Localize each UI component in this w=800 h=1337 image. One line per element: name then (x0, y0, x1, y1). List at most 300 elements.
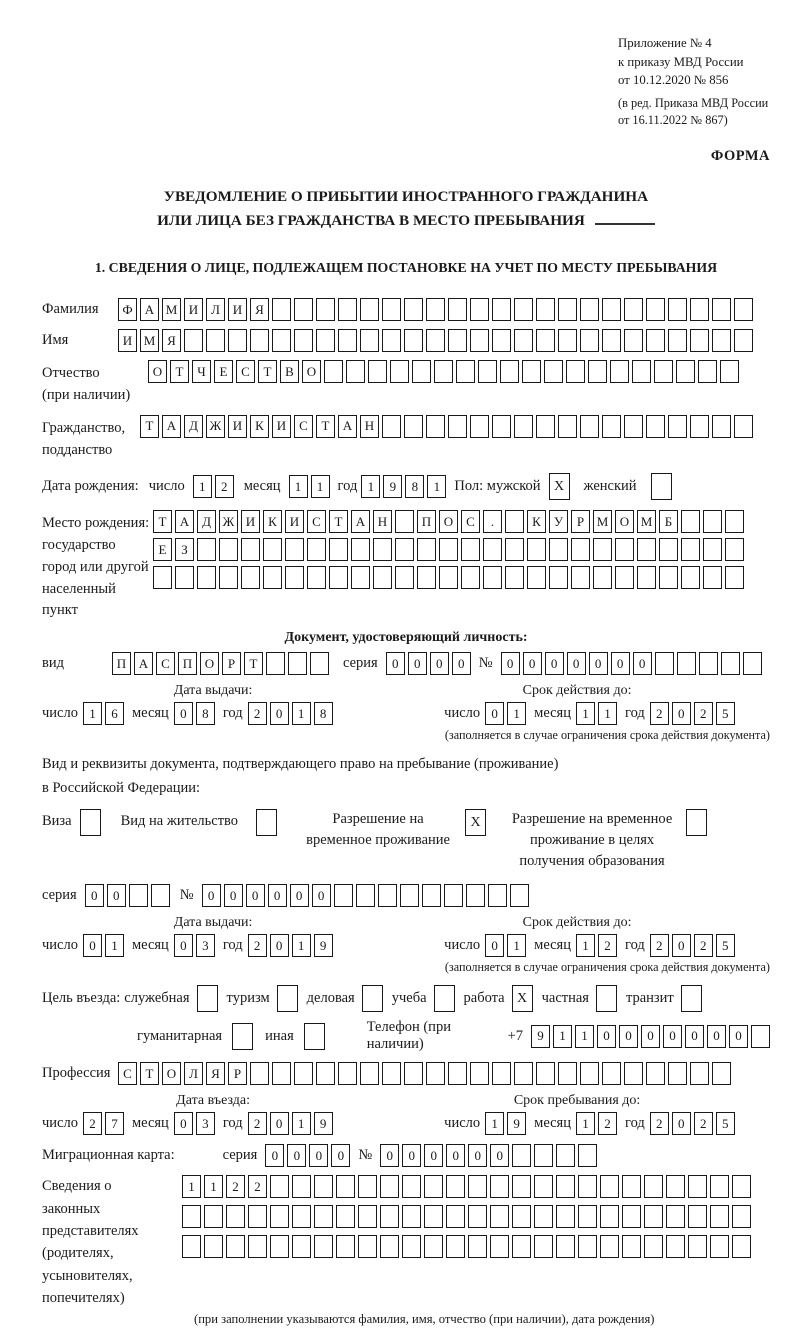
char-cell[interactable] (534, 1175, 553, 1198)
char-cell[interactable]: 2 (650, 702, 669, 725)
char-cell[interactable] (492, 415, 511, 438)
residence-series-input[interactable] (85, 884, 170, 907)
char-cell[interactable]: 0 (424, 1144, 443, 1167)
char-cell[interactable] (270, 1235, 289, 1258)
char-cell[interactable]: 0 (265, 1144, 284, 1167)
char-cell[interactable] (688, 1235, 707, 1258)
char-cell[interactable] (514, 1062, 533, 1085)
char-cell[interactable]: 0 (174, 702, 193, 725)
char-cell[interactable] (373, 566, 392, 589)
char-cell[interactable]: 2 (598, 934, 617, 957)
char-cell[interactable] (360, 1062, 379, 1085)
char-cell[interactable]: 1 (485, 1112, 504, 1135)
char-cell[interactable]: 2 (598, 1112, 617, 1135)
char-cell[interactable]: 1 (105, 934, 124, 957)
char-cell[interactable]: 0 (386, 652, 405, 675)
char-cell[interactable] (206, 329, 225, 352)
char-cell[interactable] (336, 1205, 355, 1228)
char-cell[interactable]: 7 (105, 1112, 124, 1135)
char-cell[interactable] (698, 360, 717, 383)
char-cell[interactable] (356, 884, 375, 907)
residence-expiry-month-input[interactable] (576, 934, 617, 957)
char-cell[interactable] (404, 329, 423, 352)
char-cell[interactable] (324, 360, 343, 383)
char-cell[interactable]: 0 (485, 934, 504, 957)
char-cell[interactable]: Б (659, 510, 678, 533)
char-cell[interactable] (310, 652, 329, 675)
char-cell[interactable] (314, 1205, 333, 1228)
char-cell[interactable]: Т (170, 360, 189, 383)
char-cell[interactable] (402, 1175, 421, 1198)
char-cell[interactable] (725, 538, 744, 561)
char-cell[interactable] (624, 298, 643, 321)
char-cell[interactable] (622, 1205, 641, 1228)
char-cell[interactable] (402, 1235, 421, 1258)
char-cell[interactable] (734, 415, 753, 438)
char-cell[interactable] (514, 415, 533, 438)
temp-residence-education-checkbox[interactable] (686, 809, 707, 836)
char-cell[interactable] (422, 884, 441, 907)
char-cell[interactable] (549, 566, 568, 589)
char-cell[interactable]: Л (206, 298, 225, 321)
residence-permit-checkbox[interactable] (256, 809, 277, 836)
birth-month-input[interactable] (289, 475, 330, 498)
char-cell[interactable]: 1 (193, 475, 212, 498)
char-cell[interactable] (272, 1062, 291, 1085)
char-cell[interactable]: Я (206, 1062, 225, 1085)
char-cell[interactable]: 0 (611, 652, 630, 675)
char-cell[interactable]: 2 (694, 702, 713, 725)
citizenship-input[interactable] (140, 415, 753, 438)
char-cell[interactable]: И (184, 298, 203, 321)
char-cell[interactable] (314, 1175, 333, 1198)
char-cell[interactable] (580, 298, 599, 321)
char-cell[interactable] (734, 329, 753, 352)
doc-series-input[interactable] (386, 652, 471, 675)
char-cell[interactable]: О (148, 360, 167, 383)
char-cell[interactable]: 1 (182, 1175, 201, 1198)
char-cell[interactable] (316, 1062, 335, 1085)
char-cell[interactable] (448, 329, 467, 352)
char-cell[interactable]: 0 (312, 884, 331, 907)
char-cell[interactable] (294, 329, 313, 352)
char-cell[interactable]: 1 (292, 1112, 311, 1135)
char-cell[interactable] (351, 566, 370, 589)
char-cell[interactable] (380, 1175, 399, 1198)
representatives-line3-input[interactable] (182, 1235, 751, 1258)
char-cell[interactable]: 2 (226, 1175, 245, 1198)
char-cell[interactable] (336, 1235, 355, 1258)
profession-input[interactable] (118, 1062, 731, 1085)
issue-year-input[interactable] (248, 702, 333, 725)
char-cell[interactable]: 1 (507, 934, 526, 957)
char-cell[interactable] (444, 884, 463, 907)
char-cell[interactable]: Я (162, 329, 181, 352)
char-cell[interactable] (292, 1175, 311, 1198)
char-cell[interactable] (690, 415, 709, 438)
char-cell[interactable] (219, 566, 238, 589)
stay-day-input[interactable] (485, 1112, 526, 1135)
char-cell[interactable]: О (200, 652, 219, 675)
char-cell[interactable] (751, 1025, 770, 1048)
char-cell[interactable] (600, 1175, 619, 1198)
char-cell[interactable] (534, 1235, 553, 1258)
issue-month-input[interactable] (174, 702, 215, 725)
issue-day-input[interactable] (83, 702, 124, 725)
char-cell[interactable] (602, 298, 621, 321)
char-cell[interactable] (644, 1205, 663, 1228)
char-cell[interactable]: Д (184, 415, 203, 438)
char-cell[interactable] (556, 1205, 575, 1228)
char-cell[interactable] (382, 298, 401, 321)
char-cell[interactable]: 0 (485, 702, 504, 725)
purpose-study-checkbox[interactable] (434, 985, 455, 1012)
char-cell[interactable]: 6 (105, 702, 124, 725)
purpose-official-checkbox[interactable] (197, 985, 218, 1012)
char-cell[interactable] (688, 1175, 707, 1198)
char-cell[interactable] (382, 415, 401, 438)
char-cell[interactable]: Ф (118, 298, 137, 321)
char-cell[interactable] (646, 1062, 665, 1085)
char-cell[interactable] (536, 1062, 555, 1085)
doc-type-input[interactable] (112, 652, 329, 675)
char-cell[interactable]: 3 (196, 1112, 215, 1135)
char-cell[interactable]: О (439, 510, 458, 533)
char-cell[interactable]: 1 (553, 1025, 572, 1048)
char-cell[interactable] (514, 329, 533, 352)
migration-number-input[interactable] (380, 1144, 597, 1167)
char-cell[interactable]: 0 (446, 1144, 465, 1167)
char-cell[interactable] (417, 538, 436, 561)
representatives-line2-input[interactable] (182, 1205, 751, 1228)
char-cell[interactable] (456, 360, 475, 383)
char-cell[interactable]: 0 (468, 1144, 487, 1167)
char-cell[interactable] (666, 1175, 685, 1198)
char-cell[interactable] (204, 1205, 223, 1228)
char-cell[interactable] (580, 1062, 599, 1085)
char-cell[interactable] (558, 298, 577, 321)
char-cell[interactable] (380, 1205, 399, 1228)
char-cell[interactable] (402, 1205, 421, 1228)
char-cell[interactable]: 9 (507, 1112, 526, 1135)
char-cell[interactable]: 9 (314, 934, 333, 957)
char-cell[interactable] (505, 566, 524, 589)
char-cell[interactable]: 0 (633, 652, 652, 675)
char-cell[interactable]: О (302, 360, 321, 383)
char-cell[interactable] (204, 1235, 223, 1258)
expiry-year-input[interactable] (650, 702, 735, 725)
char-cell[interactable] (292, 1205, 311, 1228)
char-cell[interactable] (182, 1235, 201, 1258)
char-cell[interactable] (666, 1235, 685, 1258)
char-cell[interactable] (360, 298, 379, 321)
char-cell[interactable]: 0 (545, 652, 564, 675)
char-cell[interactable] (690, 298, 709, 321)
char-cell[interactable] (512, 1144, 531, 1167)
char-cell[interactable] (292, 1235, 311, 1258)
char-cell[interactable] (241, 566, 260, 589)
char-cell[interactable] (483, 538, 502, 561)
char-cell[interactable]: 0 (246, 884, 265, 907)
char-cell[interactable] (492, 329, 511, 352)
char-cell[interactable]: 2 (694, 934, 713, 957)
char-cell[interactable] (314, 1235, 333, 1258)
char-cell[interactable] (668, 329, 687, 352)
char-cell[interactable] (677, 652, 696, 675)
char-cell[interactable] (175, 566, 194, 589)
char-cell[interactable] (668, 415, 687, 438)
char-cell[interactable] (725, 566, 744, 589)
purpose-humanitarian-checkbox[interactable] (232, 1023, 253, 1050)
char-cell[interactable] (228, 329, 247, 352)
char-cell[interactable] (549, 538, 568, 561)
char-cell[interactable] (734, 298, 753, 321)
char-cell[interactable] (248, 1205, 267, 1228)
char-cell[interactable]: 0 (270, 1112, 289, 1135)
char-cell[interactable] (368, 360, 387, 383)
char-cell[interactable] (593, 538, 612, 561)
char-cell[interactable] (351, 538, 370, 561)
surname-input[interactable] (118, 298, 753, 321)
name-input[interactable] (118, 329, 753, 352)
char-cell[interactable] (505, 538, 524, 561)
char-cell[interactable] (448, 1062, 467, 1085)
char-cell[interactable]: В (280, 360, 299, 383)
char-cell[interactable]: Ж (219, 510, 238, 533)
char-cell[interactable] (712, 329, 731, 352)
char-cell[interactable] (743, 652, 762, 675)
char-cell[interactable]: 0 (290, 884, 309, 907)
char-cell[interactable] (439, 566, 458, 589)
char-cell[interactable] (338, 1062, 357, 1085)
char-cell[interactable] (725, 510, 744, 533)
char-cell[interactable]: М (140, 329, 159, 352)
residence-expiry-day-input[interactable] (485, 934, 526, 957)
char-cell[interactable] (182, 1205, 201, 1228)
sex-male-checkbox[interactable]: X (549, 473, 570, 500)
char-cell[interactable]: Л (184, 1062, 203, 1085)
char-cell[interactable]: С (156, 652, 175, 675)
char-cell[interactable]: М (593, 510, 612, 533)
char-cell[interactable] (558, 415, 577, 438)
char-cell[interactable]: 9 (531, 1025, 550, 1048)
char-cell[interactable]: 0 (107, 884, 126, 907)
char-cell[interactable]: 0 (663, 1025, 682, 1048)
char-cell[interactable]: 2 (694, 1112, 713, 1135)
char-cell[interactable]: И (118, 329, 137, 352)
char-cell[interactable] (404, 1062, 423, 1085)
char-cell[interactable]: 0 (501, 652, 520, 675)
char-cell[interactable]: 2 (650, 934, 669, 957)
char-cell[interactable]: Т (316, 415, 335, 438)
char-cell[interactable] (703, 510, 722, 533)
char-cell[interactable]: 1 (576, 1112, 595, 1135)
char-cell[interactable] (448, 415, 467, 438)
char-cell[interactable] (439, 538, 458, 561)
char-cell[interactable]: Т (258, 360, 277, 383)
char-cell[interactable]: 0 (490, 1144, 509, 1167)
char-cell[interactable] (380, 1235, 399, 1258)
char-cell[interactable] (219, 538, 238, 561)
char-cell[interactable] (668, 298, 687, 321)
char-cell[interactable] (556, 1235, 575, 1258)
char-cell[interactable] (512, 1175, 531, 1198)
char-cell[interactable]: 3 (196, 934, 215, 957)
char-cell[interactable]: 2 (83, 1112, 102, 1135)
char-cell[interactable] (721, 652, 740, 675)
char-cell[interactable] (226, 1235, 245, 1258)
char-cell[interactable] (395, 566, 414, 589)
char-cell[interactable] (602, 415, 621, 438)
residence-issue-year-input[interactable] (248, 934, 333, 957)
char-cell[interactable]: 0 (672, 934, 691, 957)
char-cell[interactable]: 1 (292, 702, 311, 725)
doc-number-input[interactable] (501, 652, 762, 675)
char-cell[interactable] (593, 566, 612, 589)
char-cell[interactable]: 0 (523, 652, 542, 675)
char-cell[interactable] (522, 360, 541, 383)
char-cell[interactable] (272, 329, 291, 352)
char-cell[interactable] (395, 510, 414, 533)
char-cell[interactable] (434, 360, 453, 383)
char-cell[interactable] (424, 1175, 443, 1198)
char-cell[interactable]: У (549, 510, 568, 533)
char-cell[interactable] (285, 538, 304, 561)
char-cell[interactable]: И (285, 510, 304, 533)
char-cell[interactable] (270, 1205, 289, 1228)
char-cell[interactable]: И (272, 415, 291, 438)
char-cell[interactable] (470, 329, 489, 352)
stay-month-input[interactable] (576, 1112, 617, 1135)
sex-female-checkbox[interactable] (651, 473, 672, 500)
char-cell[interactable] (578, 1235, 597, 1258)
char-cell[interactable]: 0 (174, 934, 193, 957)
char-cell[interactable] (699, 652, 718, 675)
migration-series-input[interactable] (265, 1144, 350, 1167)
char-cell[interactable] (197, 566, 216, 589)
char-cell[interactable] (395, 538, 414, 561)
char-cell[interactable]: 0 (309, 1144, 328, 1167)
char-cell[interactable]: 0 (402, 1144, 421, 1167)
char-cell[interactable] (404, 298, 423, 321)
char-cell[interactable]: 5 (716, 934, 735, 957)
char-cell[interactable] (514, 298, 533, 321)
char-cell[interactable] (248, 1235, 267, 1258)
char-cell[interactable] (316, 329, 335, 352)
char-cell[interactable] (417, 566, 436, 589)
char-cell[interactable]: Н (360, 415, 379, 438)
representatives-line1-input[interactable] (182, 1175, 751, 1198)
char-cell[interactable] (610, 360, 629, 383)
char-cell[interactable] (556, 1144, 575, 1167)
char-cell[interactable]: Р (228, 1062, 247, 1085)
char-cell[interactable] (488, 884, 507, 907)
char-cell[interactable]: Е (214, 360, 233, 383)
char-cell[interactable] (338, 298, 357, 321)
char-cell[interactable] (490, 1205, 509, 1228)
char-cell[interactable] (197, 538, 216, 561)
char-cell[interactable]: 0 (287, 1144, 306, 1167)
char-cell[interactable] (426, 298, 445, 321)
char-cell[interactable]: 0 (270, 702, 289, 725)
char-cell[interactable]: А (134, 652, 153, 675)
char-cell[interactable] (690, 1062, 709, 1085)
char-cell[interactable] (461, 538, 480, 561)
char-cell[interactable]: 0 (270, 934, 289, 957)
char-cell[interactable]: Я (250, 298, 269, 321)
char-cell[interactable] (360, 329, 379, 352)
char-cell[interactable]: Ж (206, 415, 225, 438)
char-cell[interactable] (270, 1175, 289, 1198)
char-cell[interactable] (492, 298, 511, 321)
char-cell[interactable]: С (461, 510, 480, 533)
char-cell[interactable]: А (140, 298, 159, 321)
char-cell[interactable]: И (228, 298, 247, 321)
char-cell[interactable]: С (118, 1062, 137, 1085)
char-cell[interactable] (558, 329, 577, 352)
char-cell[interactable]: 0 (452, 652, 471, 675)
char-cell[interactable] (446, 1205, 465, 1228)
char-cell[interactable] (129, 884, 148, 907)
char-cell[interactable] (534, 1205, 553, 1228)
char-cell[interactable] (534, 1144, 553, 1167)
char-cell[interactable]: Д (197, 510, 216, 533)
char-cell[interactable] (732, 1205, 751, 1228)
char-cell[interactable]: 0 (619, 1025, 638, 1048)
residence-issue-month-input[interactable] (174, 934, 215, 957)
char-cell[interactable]: С (307, 510, 326, 533)
char-cell[interactable]: 0 (202, 884, 221, 907)
char-cell[interactable] (382, 1062, 401, 1085)
char-cell[interactable]: П (112, 652, 131, 675)
char-cell[interactable] (615, 566, 634, 589)
char-cell[interactable] (329, 538, 348, 561)
char-cell[interactable]: 1 (289, 475, 308, 498)
char-cell[interactable]: Т (244, 652, 263, 675)
char-cell[interactable]: 0 (567, 652, 586, 675)
char-cell[interactable] (250, 1062, 269, 1085)
char-cell[interactable]: 1 (598, 702, 617, 725)
char-cell[interactable] (571, 538, 590, 561)
char-cell[interactable] (602, 329, 621, 352)
entry-year-input[interactable] (248, 1112, 333, 1135)
char-cell[interactable]: 2 (248, 1112, 267, 1135)
char-cell[interactable] (266, 652, 285, 675)
char-cell[interactable] (426, 415, 445, 438)
char-cell[interactable]: И (241, 510, 260, 533)
expiry-day-input[interactable] (485, 702, 526, 725)
char-cell[interactable] (558, 1062, 577, 1085)
residence-expiry-year-input[interactable] (650, 934, 735, 957)
char-cell[interactable]: 2 (248, 702, 267, 725)
purpose-other-checkbox[interactable] (304, 1023, 325, 1050)
char-cell[interactable] (527, 538, 546, 561)
char-cell[interactable] (571, 566, 590, 589)
char-cell[interactable]: 2 (650, 1112, 669, 1135)
char-cell[interactable] (602, 1062, 621, 1085)
char-cell[interactable] (334, 884, 353, 907)
residence-number-input[interactable] (202, 884, 529, 907)
char-cell[interactable]: М (637, 510, 656, 533)
char-cell[interactable]: 0 (408, 652, 427, 675)
char-cell[interactable]: Е (153, 538, 172, 561)
char-cell[interactable] (720, 360, 739, 383)
char-cell[interactable]: 1 (292, 934, 311, 957)
char-cell[interactable] (272, 298, 291, 321)
char-cell[interactable] (703, 566, 722, 589)
birthplace-line3-input[interactable] (153, 566, 744, 589)
purpose-private-checkbox[interactable] (596, 985, 617, 1012)
